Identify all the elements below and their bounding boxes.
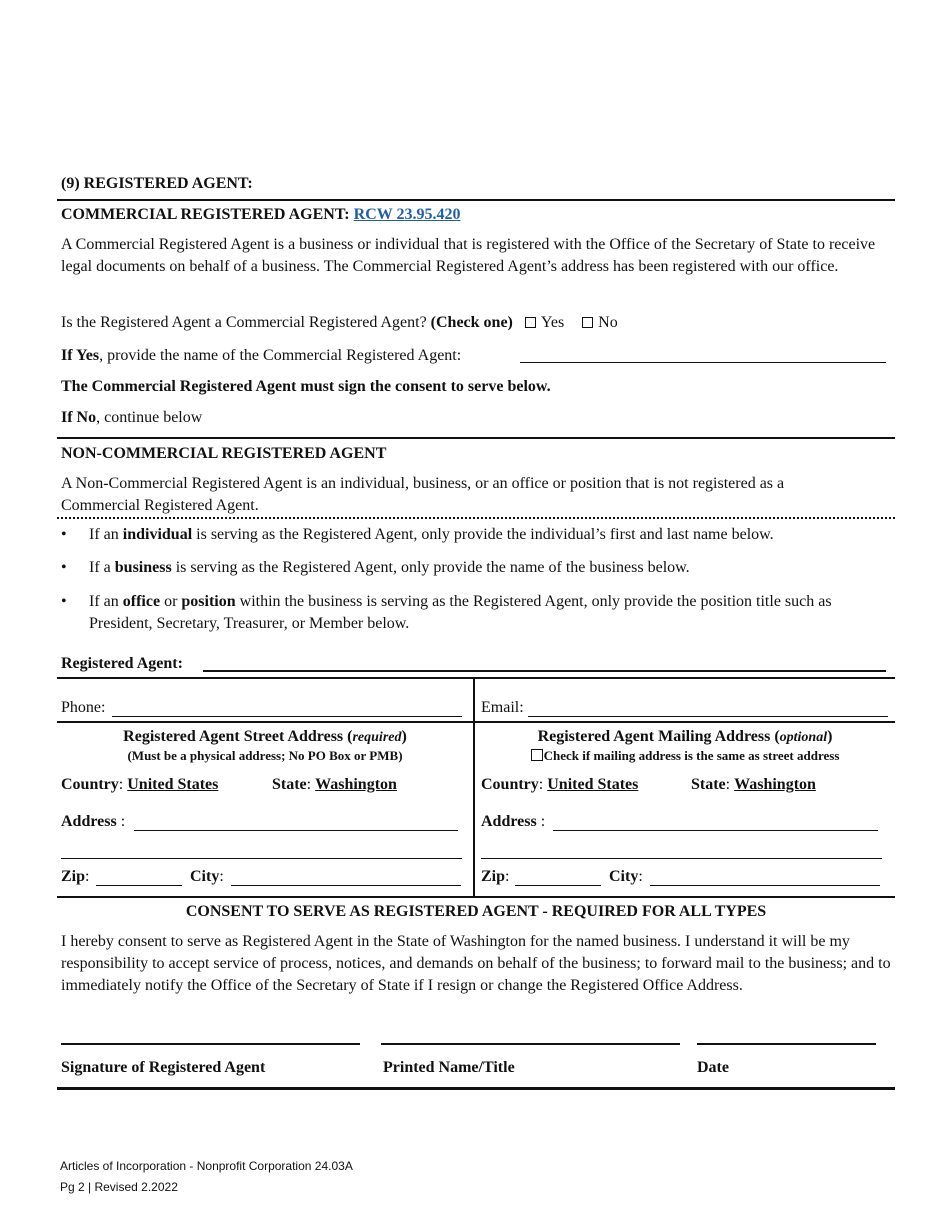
section-heading: (9) REGISTERED AGENT: — [61, 175, 253, 192]
dotted-divider — [57, 517, 895, 519]
yes-checkbox[interactable] — [525, 317, 536, 328]
must-sign-note: The Commercial Registered Agent must sign the consent to serve below. — [61, 378, 551, 395]
same-as-street-row: Check if mailing address is the same as street address — [475, 747, 895, 765]
no-label: No — [598, 314, 618, 331]
noncommercial-description: A Non-Commercial Registered Agent is an individual, business, or an office or position that is not registered as a Commercial Registered Agent. — [61, 475, 785, 514]
mailing-city-label: City: — [609, 868, 643, 885]
consent-heading: CONSENT TO SERVE AS REGISTERED AGENT - REQUIRED FOR ALL TYPES — [185, 903, 767, 920]
street-zip-field[interactable] — [96, 870, 182, 886]
consent-text: I hereby consent to serve as Registered Agent in the State of Washington for the named business. I understand it will be my responsibility to accept service of process, notices, and demands on behalf of the business; to forward mail to the business; and to immediately notify the Office of the Secretary of State if I resign or change the Registered Office Address. — [61, 933, 891, 994]
email-field[interactable] — [528, 701, 888, 717]
same-as-street-checkbox[interactable] — [531, 749, 543, 761]
divider — [57, 199, 895, 201]
yes-label: Yes — [540, 314, 565, 331]
table-row-divider — [57, 721, 895, 723]
mailing-address-line2-field[interactable] — [481, 843, 882, 859]
printed-name-field[interactable] — [381, 1043, 680, 1045]
phone-field[interactable] — [112, 701, 462, 717]
no-checkbox[interactable] — [582, 317, 593, 328]
street-address-label: Address : — [61, 813, 126, 830]
printed-name-label: Printed Name/Title — [383, 1059, 515, 1076]
noncommercial-heading: NON-COMMERCIAL REGISTERED AGENT — [61, 445, 387, 462]
date-label: Date — [697, 1059, 729, 1076]
street-city-label: City: — [190, 868, 224, 885]
email-label: Email: — [481, 699, 524, 716]
mailing-address-title: Registered Agent Mailing Address (optional) — [537, 728, 833, 745]
divider — [57, 437, 895, 439]
street-address-note: (Must be a physical address; No PO Box or PMB) — [127, 748, 403, 763]
rcw-link[interactable]: RCW 23.95.420 — [353, 206, 461, 223]
street-address-title: Registered Agent Street Address (required) — [123, 728, 407, 745]
registered-agent-label: Registered Agent: — [61, 655, 183, 672]
mailing-state: State: Washington — [691, 776, 816, 793]
commercial-question-row: Is the Registered Agent a Commercial Registered Agent? (Check one) Yes No — [61, 314, 618, 331]
street-country: Country: United States — [61, 776, 219, 793]
street-city-field[interactable] — [231, 870, 461, 886]
registered-agent-field[interactable] — [203, 655, 886, 672]
commercial-agent-name-field[interactable] — [520, 347, 886, 363]
mailing-city-field[interactable] — [650, 870, 880, 886]
commercial-description: A Commercial Registered Agent is a business or individual that is registered with the Office of the Secretary of State to receive legal documents on behalf of a business. The Commercial Registered Agent’s address has been registered with our office. — [61, 236, 876, 275]
if-yes-row: If Yes, provide the name of the Commercial Registered Agent: — [61, 347, 462, 364]
if-no-row: If No, continue below — [61, 409, 203, 426]
mailing-zip-label: Zip: — [481, 868, 510, 885]
mailing-address-field[interactable] — [553, 815, 878, 831]
table-center-divider — [473, 677, 475, 897]
signature-label: Signature of Registered Agent — [61, 1059, 266, 1076]
commercial-heading: COMMERCIAL REGISTERED AGENT: RCW 23.95.420 — [61, 206, 461, 223]
date-field[interactable] — [697, 1043, 876, 1045]
table-top-border — [57, 677, 895, 679]
street-address-field[interactable] — [134, 815, 458, 831]
street-zip-label: Zip: — [61, 868, 90, 885]
footer-form-title: Articles of Incorporation - Nonprofit Corporation 24.03A — [60, 1159, 353, 1173]
mailing-country: Country: United States — [481, 776, 639, 793]
footer-page-info: Pg 2 | Revised 2.2022 — [60, 1180, 178, 1194]
mailing-zip-field[interactable] — [515, 870, 601, 886]
street-address-line2-field[interactable] — [61, 843, 462, 859]
mailing-address-label: Address : — [481, 813, 546, 830]
phone-label: Phone: — [61, 699, 106, 716]
signature-field[interactable] — [61, 1043, 360, 1045]
table-bottom-border — [57, 896, 895, 898]
bottom-divider — [57, 1087, 895, 1090]
street-state: State: Washington — [272, 776, 397, 793]
